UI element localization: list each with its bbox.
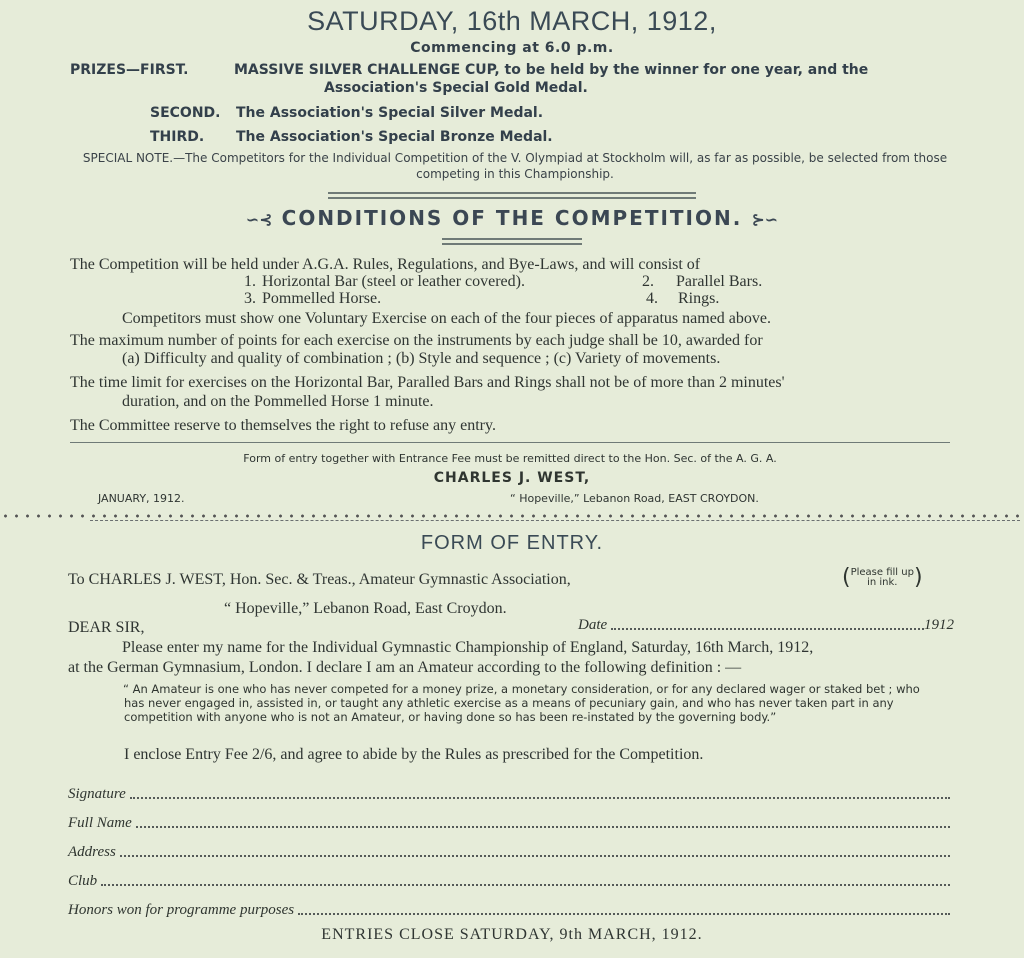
entries-close: ENTRIES CLOSE SATURDAY, 9th MARCH, 1912. bbox=[321, 926, 703, 943]
refuse-entry-rule: The Committee reserve to themselves the right to refuse any entry. bbox=[70, 417, 496, 434]
points-rule: The maximum number of points for each exercise on the instruments by each judge shall be 10, awarded for bbox=[70, 332, 763, 349]
address-field[interactable] bbox=[68, 844, 950, 861]
tear-line bbox=[90, 520, 1020, 521]
points-criteria: (a) Difficulty and quality of combination ; (b) Style and sequence ; (c) Variety of movements. bbox=[122, 350, 721, 367]
conditions-title: CONDITIONS OF THE COMPETITION. bbox=[281, 206, 743, 230]
ink-note: (Please fill up in ink. ) bbox=[842, 565, 923, 590]
honors-field[interactable] bbox=[68, 902, 950, 919]
header-divider bbox=[328, 192, 696, 199]
address-dots bbox=[120, 854, 950, 857]
apparatus-1-num: 1. bbox=[244, 273, 256, 290]
ink-note-line-2: in ink. bbox=[867, 577, 898, 588]
honors-dots bbox=[298, 912, 950, 915]
ink-note-line-1: Please fill up bbox=[850, 567, 914, 578]
recipient-address: “ Hopeville,” Lebanon Road, East Croydon. bbox=[224, 600, 507, 617]
conditions-intro: The Competition will be held under A.G.A. Rules, Regulations, and Bye-Laws, and will consist of bbox=[70, 256, 701, 273]
apparatus-2-num: 2. bbox=[642, 273, 654, 290]
entry-paragraph-1: Please enter my name for the Individual Gymnastic Championship of England, Saturday, 16th March, 1912, bbox=[122, 639, 814, 656]
full-name-field[interactable] bbox=[68, 815, 950, 832]
remit-instruction: Form of entry together with Entrance Fee must be remitted direct to the Hon. Sec. of the A. G. A. bbox=[243, 452, 777, 465]
apparatus-3-name: Pommelled Horse. bbox=[262, 290, 382, 307]
full-name-dots bbox=[136, 825, 950, 828]
second-prize-text: The Association's Special Silver Medal. bbox=[236, 105, 544, 121]
conditions-divider bbox=[442, 238, 582, 245]
event-date-title: SATURDAY, 16th MARCH, 1912, bbox=[307, 6, 717, 36]
secretary-address: “ Hopeville,” Lebanon Road, EAST CROYDON. bbox=[510, 492, 759, 505]
second-prize-label: SECOND. bbox=[150, 105, 221, 121]
full-name-label: Full Name bbox=[68, 815, 132, 831]
secretary-name: CHARLES J. WEST, bbox=[433, 470, 591, 486]
date-field[interactable] bbox=[578, 616, 954, 634]
conditions-heading bbox=[0, 206, 1024, 230]
club-field[interactable] bbox=[68, 873, 950, 890]
time-limit-rule: The time limit for exercises on the Horizontal Bar, Paralled Bars and Rings shall not be of more than 2 minutes' bbox=[70, 374, 785, 391]
date-label: Date bbox=[578, 617, 608, 633]
time-limit-rule-2: duration, and on the Pommelled Horse 1 minute. bbox=[122, 393, 434, 410]
voluntary-exercise-rule: Competitors must show one Voluntary Exercise on each of the four pieces of apparatus named above. bbox=[122, 310, 772, 327]
remit-divider bbox=[70, 442, 950, 443]
special-note: SPECIAL NOTE.—The Competitors for the Individual Competition of the V. Olympiad at Stockholm will, as far as possible, be selected from those competing in this Championship. bbox=[82, 151, 948, 181]
form-recipient: To CHARLES J. WEST, Hon. Sec. & Treas., Amateur Gymnastic Association, bbox=[68, 571, 571, 588]
left-flourish-icon: ∽⊰ bbox=[245, 210, 273, 229]
date-dots bbox=[611, 627, 924, 630]
issue-date: JANUARY, 1912. bbox=[98, 492, 185, 505]
club-label: Club bbox=[68, 873, 98, 889]
commencing-time: Commencing at 6.0 p.m. bbox=[410, 40, 614, 56]
honors-label: Honors won for programme purposes bbox=[68, 902, 295, 918]
third-prize-text: The Association's Special Bronze Medal. bbox=[236, 129, 553, 145]
amateur-definition: “ An Amateur is one who has never competed for a money prize, a monetary consideration, or for any declared wager or staked bet ; who has never engaged in, assisted in, or taught any athletic exercise as a means of pecuniary gain, and who has never taken part in any competition with anyone who is not an Amateur, or having done so has been re-instated by the governing body.” bbox=[123, 682, 920, 724]
apparatus-4-num: 4. bbox=[646, 290, 658, 307]
first-prize-label: PRIZES—FIRST. bbox=[70, 62, 189, 78]
entry-paragraph-2: at the German Gymnasium, London. I declare I am an Amateur according to the following definition : — bbox=[68, 659, 742, 676]
signature-field[interactable] bbox=[68, 786, 950, 803]
right-flourish-icon: ⊱∽ bbox=[751, 210, 779, 229]
first-prize-text-2: Association's Special Gold Medal. bbox=[324, 80, 588, 96]
apparatus-2-name: Parallel Bars. bbox=[676, 273, 763, 290]
apparatus-1-name: Horizontal Bar (steel or leather covered). bbox=[262, 273, 525, 290]
address-label: Address bbox=[68, 844, 116, 860]
third-prize-label: THIRD. bbox=[150, 129, 205, 145]
first-prize-text: MASSIVE SILVER CHALLENGE CUP, to be held by the winner for one year, and the bbox=[234, 62, 869, 78]
apparatus-4-name: Rings. bbox=[678, 290, 720, 307]
entry-fee-statement: I enclose Entry Fee 2/6, and agree to abide by the Rules as prescribed for the Competition. bbox=[124, 746, 704, 763]
signature-dots bbox=[130, 796, 950, 799]
signature-label: Signature bbox=[68, 786, 126, 802]
perforation-line bbox=[0, 512, 1024, 520]
salutation: DEAR SIR, bbox=[68, 619, 145, 636]
form-title: FORM OF ENTRY. bbox=[420, 532, 604, 554]
date-year: 1912 bbox=[924, 617, 954, 633]
apparatus-3-num: 3. bbox=[244, 290, 256, 307]
club-dots bbox=[101, 883, 950, 886]
